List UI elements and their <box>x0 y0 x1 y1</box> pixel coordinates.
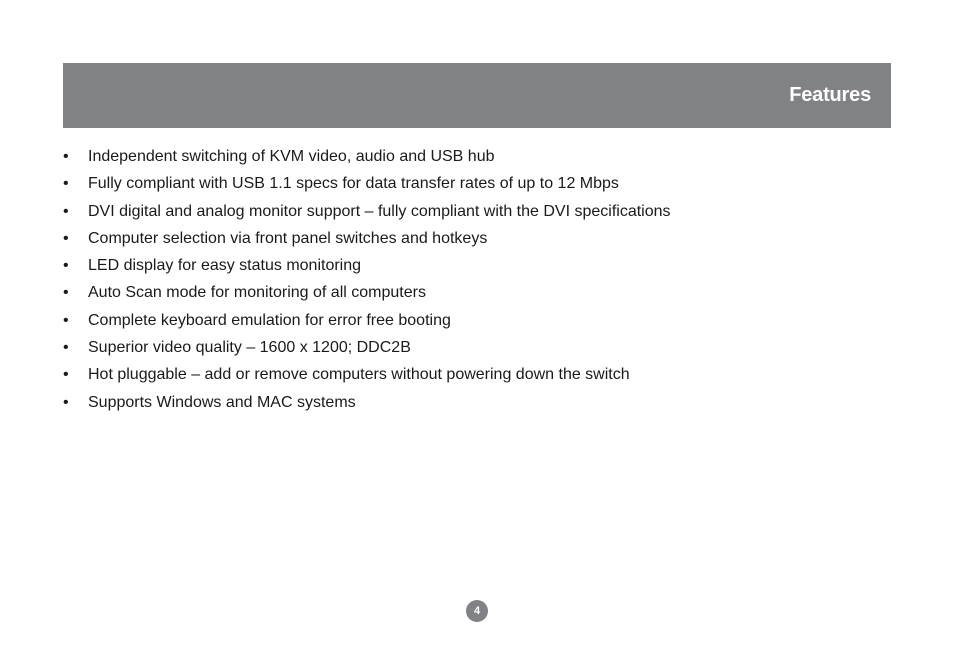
page-number-badge: 4 <box>466 600 488 622</box>
feature-item <box>63 143 671 170</box>
feature-item <box>63 389 671 416</box>
bullet-icon: • <box>63 202 69 220</box>
section-header-bar <box>63 63 891 128</box>
bullet-icon: • <box>63 311 69 329</box>
bullet-icon: • <box>63 339 69 357</box>
feature-text: Computer selection via front panel switches and hotkeys <box>88 229 488 247</box>
bullet-icon: • <box>63 393 69 411</box>
feature-item <box>63 198 671 225</box>
bullet-icon: • <box>63 175 69 193</box>
feature-item <box>63 334 671 361</box>
feature-item <box>63 361 671 388</box>
bullet-icon: • <box>63 284 69 302</box>
feature-text: Auto Scan mode for monitoring of all computers <box>88 284 426 302</box>
bullet-icon: • <box>63 257 69 275</box>
feature-text: Superior video quality – 1600 x 1200; DDC2B <box>88 339 411 357</box>
feature-text: Complete keyboard emulation for error free booting <box>88 311 451 329</box>
feature-item <box>63 252 671 279</box>
bullet-icon: • <box>63 229 69 247</box>
feature-item <box>63 225 671 252</box>
feature-text: Hot pluggable – add or remove computers without powering down the switch <box>88 366 630 384</box>
feature-item <box>63 307 671 334</box>
feature-text: Supports Windows and MAC systems <box>88 393 356 411</box>
feature-item <box>63 279 671 306</box>
feature-list <box>63 143 671 416</box>
feature-text: DVI digital and analog monitor support – fully compliant with the DVI specifications <box>88 202 671 220</box>
feature-text: LED display for easy status monitoring <box>88 257 362 275</box>
bullet-icon: • <box>63 366 69 384</box>
feature-text: Fully compliant with USB 1.1 specs for data transfer rates of up to 12 Mbps <box>88 175 619 193</box>
section-title: Features <box>789 84 871 106</box>
feature-text: Independent switching of KVM video, audio and USB hub <box>88 148 495 165</box>
feature-item <box>63 170 671 197</box>
bullet-icon: • <box>63 148 69 165</box>
